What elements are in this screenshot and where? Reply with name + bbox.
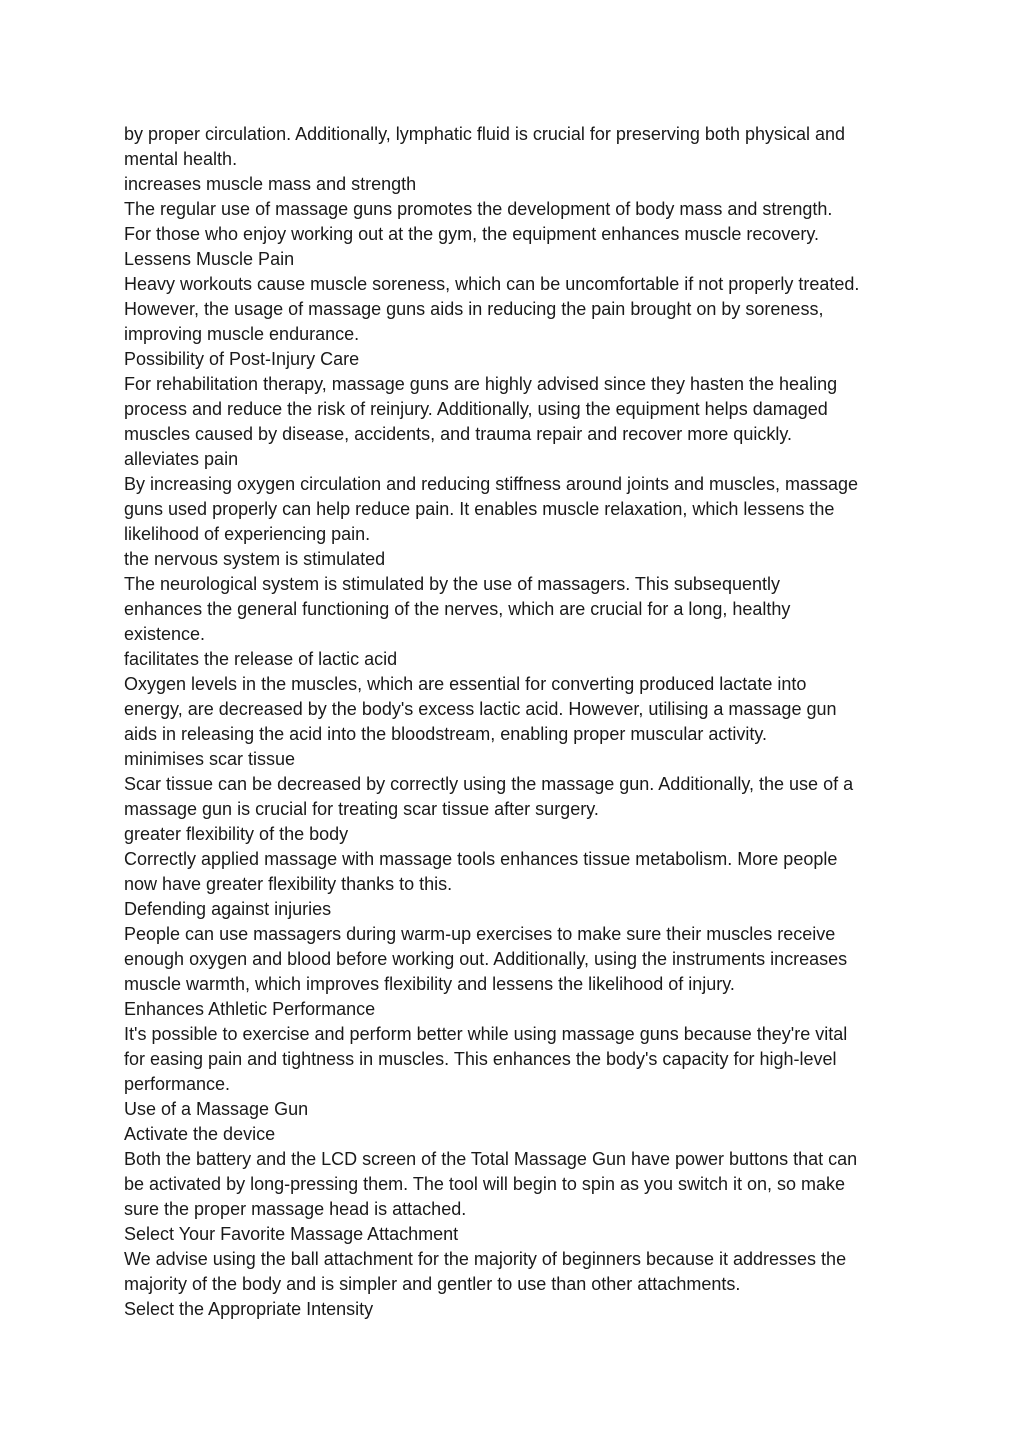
text-line: enough oxygen and blood before working out. Additionally, using the instruments increases <box>124 949 848 969</box>
text-line: It's possible to exercise and perform better while using massage guns because they're vital <box>124 1024 848 1044</box>
text-line: energy, are decreased by the body's excess lactic acid. However, utilising a massage gun <box>124 699 837 719</box>
text-line: for easing pain and tightness in muscles. This enhances the body's capacity for high-level <box>124 1049 837 1069</box>
text-line: likelihood of experiencing pain. <box>124 524 371 544</box>
text-line: sure the proper massage head is attached. <box>124 1199 467 1219</box>
text-line: performance. <box>124 1074 231 1094</box>
text-line: muscles caused by disease, accidents, and trauma repair and recover more quickly. <box>124 424 792 444</box>
text-line: Use of a Massage Gun <box>124 1099 309 1119</box>
text-line: Lessens Muscle Pain <box>124 249 295 269</box>
text-line: facilitates the release of lactic acid <box>124 649 398 669</box>
text-line: However, the usage of massage guns aids in reducing the pain brought on by soreness, <box>124 299 824 319</box>
text-line: now have greater flexibility thanks to this. <box>124 874 453 894</box>
text-line: The neurological system is stimulated by the use of massagers. This subsequently <box>124 574 780 594</box>
text-line: be activated by long-pressing them. The tool will begin to spin as you switch it on, so make <box>124 1174 846 1194</box>
text-line: People can use massagers during warm-up exercises to make sure their muscles receive <box>124 924 836 944</box>
text-line: aids in releasing the acid into the bloodstream, enabling proper muscular activity. <box>124 724 768 744</box>
text-line: Activate the device <box>124 1124 276 1144</box>
text-line: improving muscle endurance. <box>124 324 360 344</box>
text-line: minimises scar tissue <box>124 749 296 769</box>
text-line: We advise using the ball attachment for the majority of beginners because it addresses the <box>124 1249 847 1269</box>
text-line: Heavy workouts cause muscle soreness, which can be uncomfortable if not properly treated. <box>124 274 860 294</box>
text-line: alleviates pain <box>124 449 239 469</box>
text-line: Scar tissue can be decreased by correctly using the massage gun. Additionally, the use of a <box>124 774 854 794</box>
text-line: For rehabilitation therapy, massage guns are highly advised since they hasten the healing <box>124 374 838 394</box>
text-line: Possibility of Post-Injury Care <box>124 349 360 369</box>
text-line: massage gun is crucial for treating scar tissue after surgery. <box>124 799 599 819</box>
text-line: enhances the general functioning of the nerves, which are crucial for a long, healthy <box>124 599 791 619</box>
text-line: guns used properly can help reduce pain. It enables muscle relaxation, which lessens the <box>124 499 835 519</box>
text-line: The regular use of massage guns promotes the development of body mass and strength. <box>124 199 833 219</box>
text-line: Correctly applied massage with massage tools enhances tissue metabolism. More people <box>124 849 838 869</box>
text-line: Oxygen levels in the muscles, which are essential for converting produced lactate into <box>124 674 807 694</box>
text-line: muscle warmth, which improves flexibility and lessens the likelihood of injury. <box>124 974 735 994</box>
text-line: by proper circulation. Additionally, lymphatic fluid is crucial for preserving both physical and <box>124 124 846 144</box>
document-body <box>124 122 904 1322</box>
text-line: mental health. <box>124 149 238 169</box>
text-line: existence. <box>124 624 206 644</box>
text-line: Select Your Favorite Massage Attachment <box>124 1224 459 1244</box>
text-line: greater flexibility of the body <box>124 824 349 844</box>
text-line: Enhances Athletic Performance <box>124 999 376 1019</box>
text-line: majority of the body and is simpler and gentler to use than other attachments. <box>124 1274 741 1294</box>
text-line: For those who enjoy working out at the gym, the equipment enhances muscle recovery. <box>124 224 820 244</box>
text-line: Select the Appropriate Intensity <box>124 1299 374 1319</box>
text-line: Both the battery and the LCD screen of the Total Massage Gun have power buttons that can <box>124 1149 858 1169</box>
text-line: By increasing oxygen circulation and reducing stiffness around joints and muscles, massage <box>124 474 859 494</box>
text-line: process and reduce the risk of reinjury. Additionally, using the equipment helps damaged <box>124 399 828 419</box>
text-line: Defending against injuries <box>124 899 332 919</box>
text-line: the nervous system is stimulated <box>124 549 386 569</box>
text-line: increases muscle mass and strength <box>124 174 417 194</box>
